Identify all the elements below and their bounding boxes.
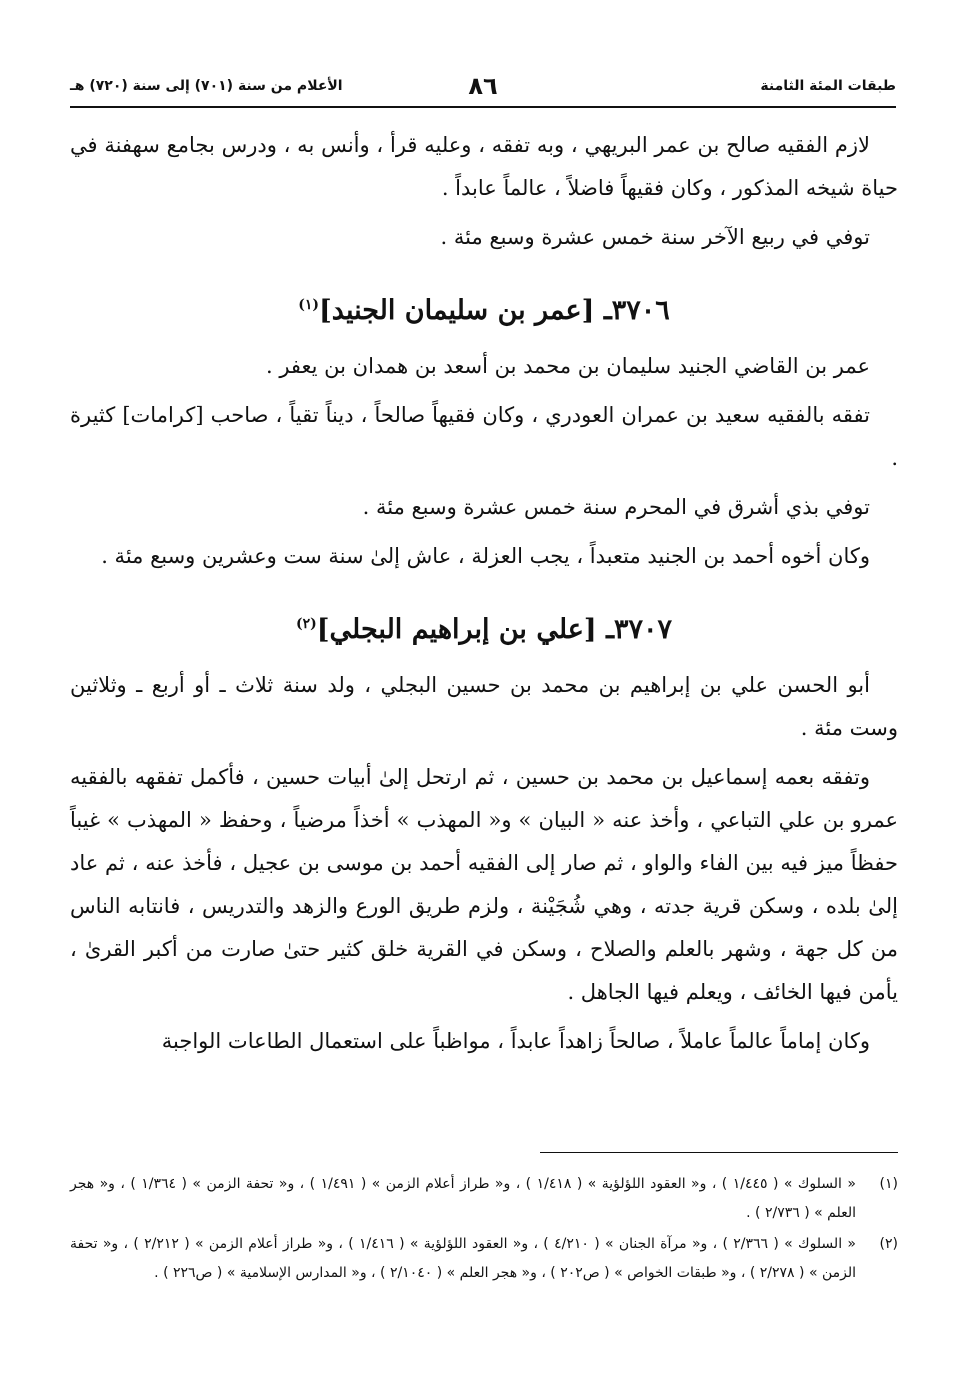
entry-heading-3706 [70, 285, 898, 331]
footnote-text: « السلوك » ( ١/٤٤٥ ) ، و« العقود اللؤلؤية » ( ١/٤١٨ ) ، و« طراز أعلام الزمن » ( ١/٤٩١ ) ، و« تحفة الزمن » ( ١/٣٦٤ ) ، و« هجر العلم » ( ٢/٧٣٦ ) . [70, 1176, 856, 1221]
paragraph: توفي في ربيع الآخر سنة خمس عشرة وسبع مئة . [440, 225, 870, 249]
paragraph: لازم الفقيه صالح بن عمر البريهي ، وبه تفقه ، وعليه قرأ ، وأنس به ، ودرس بجامع سهفنة في حياة شيخه المذكور ، وكان فقيهاً فاضلاً ، عالماً عابداً . [70, 133, 898, 200]
footnote-ref: (٢) [296, 616, 317, 632]
paragraph: تفقه بالفقيه سعيد بن عمران العودري ، وكان فقيهاً صالحاً ، ديناً تقياً ، صاحب [كرامات] كثيرة . [70, 403, 898, 470]
entry-title: ٣٧٠٧ـ [علي بن إبراهيم البجلي] [316, 614, 672, 645]
footnote-text: « السلوك » ( ٢/٣٦٦ ) ، و« مرآة الجنان » ( ٤/٢١٠ ) ، و« العقود اللؤلؤية » ( ١/٤١٦ ) ، و« طراز أعلام الزمن » ( ٢/٢١٢ ) ، و« تحفة الزمن » ( ٢/٢٧٨ ) ، و« طبقات الخواص » ( ص٢٠٢ ) ، و« هجر العلم » ( ٢/١٠٤٠ ) ، و« المدارس الإسلامية » ( ص٢٢٦ ) . [70, 1236, 856, 1281]
header-divider [70, 106, 896, 108]
paragraph: وكان إماماً عالماً عاملاً ، صالحاً زاهداً عابداً ، مواظباً على استعمال الطاعات الواجبة [161, 1029, 870, 1053]
paragraph: أبو الحسن علي بن إبراهيم بن محمد بن حسين البجلي ، ولد سنة ثلاث ـ أو أربع ـ وثلاثين وست مئة . [70, 673, 898, 740]
paragraph: وكان أخوه أحمد بن الجنيد متعبداً ، يجب العزلة ، عاش إلىٰ سنة ست وعشرين وسبع مئة . [101, 544, 870, 568]
header-date-range: الأعلام من سنة (٧٠١) إلى سنة (٧٢٠) هـ [70, 78, 343, 94]
footnote-number: (١) [879, 1176, 898, 1192]
footnote-ref: (١) [298, 297, 319, 313]
footnotes [70, 1170, 898, 1290]
footnote [70, 1170, 898, 1228]
page-number: ٨٦ [468, 72, 498, 100]
paragraph: توفي بذي أشرق في المحرم سنة خمس عشرة وسبع مئة . [362, 495, 870, 519]
paragraph: عمر بن القاضي الجنيد سليمان بن محمد بن أسعد بن همدان بن يعفر . [265, 354, 870, 378]
running-header [70, 72, 896, 102]
header-section-title: طبقات المئة الثامنة [760, 78, 896, 94]
main-text [70, 124, 898, 1069]
footnote [70, 1230, 898, 1288]
entry-heading-3707 [70, 604, 898, 650]
paragraph: وتفقه بعمه إسماعيل بن محمد بن حسين ، ثم ارتحل إلىٰ أبيات حسين ، فأكمل تفقهه بالفقيه عمرو بن علي التباعي ، وأخذ عنه « البيان » و« المهذب » أخذاً مرضياً ، وحفظ « المهذب » غيباً حفظاً ميز فيه بين الفاء والواو ، ثم صار إلى الفقيه أحمد بن موسى بن عجيل ، فأخذ عنه ، ثم عاد إلىٰ بلده ، وسكن قرية جدته ، وهي شُجَيْنة ، ولزم طريق الورع والزهد والتدريس ، فانتابه الناس من كل جهة ، وشهر بالعلم والصلاح ، وسكن في القرية خلق كثير حتىٰ صارت من أكبر القرىٰ ، يأمن فيها الخائف ، ويعلم فيها الجاهل . [70, 765, 898, 1004]
footnote-divider [540, 1152, 898, 1153]
footnote-number: (٢) [879, 1236, 898, 1252]
entry-title: ٣٧٠٦ـ [عمر بن سليمان الجنيد] [319, 295, 670, 326]
